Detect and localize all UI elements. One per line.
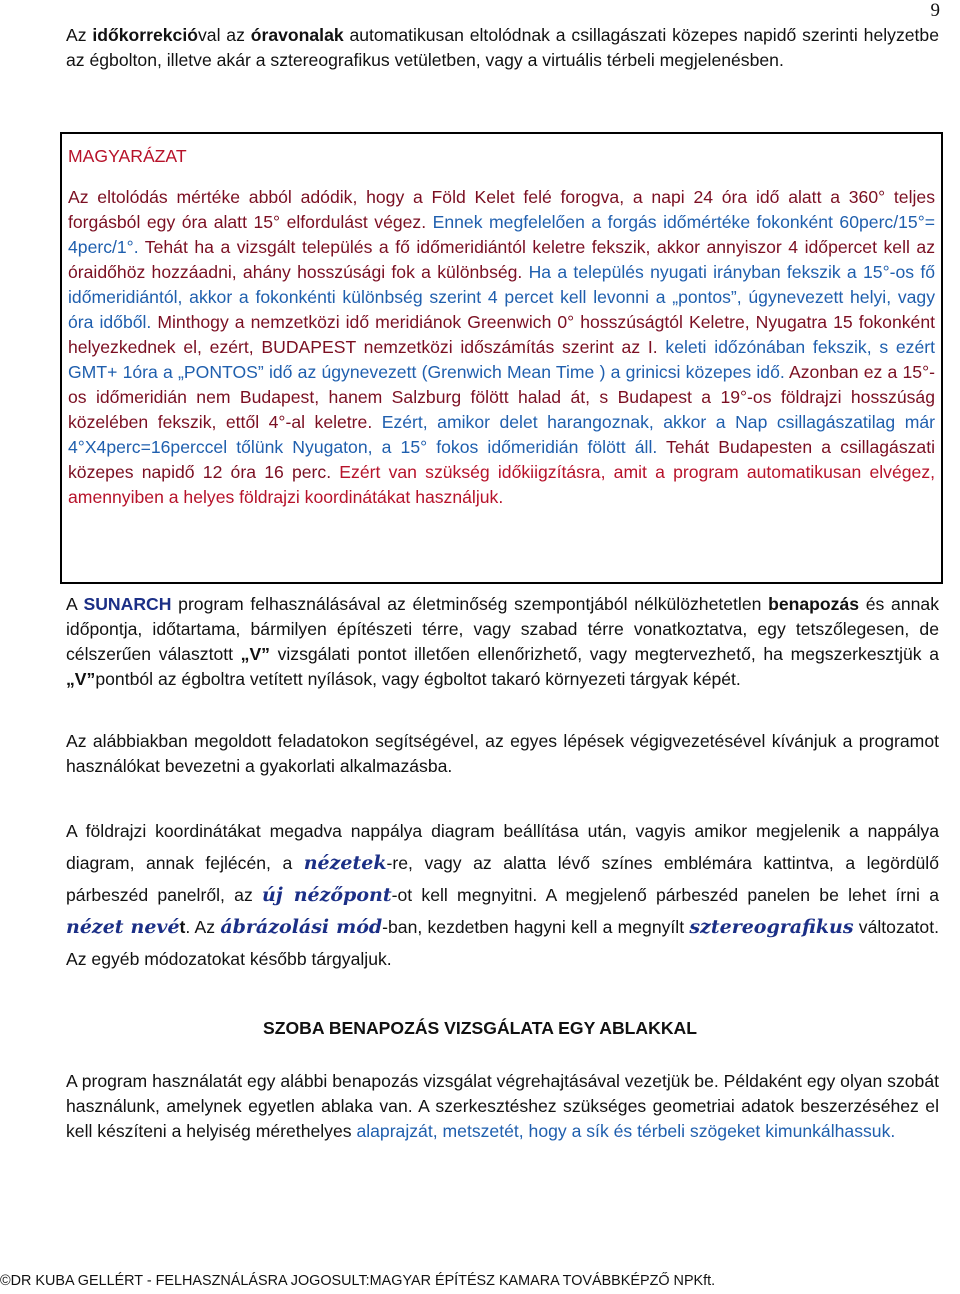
explanation-text: Az eltolódás mértéke abból adódik, hogy a Föld Kelet felé forogva, a napi 24 óra idő alatt a 360° teljes forgásból egy óra alatt 15° elfordulást végez. Ennek megfelelően a forgás időmértéke fokonként 60perc/15°= 4perc/1°. Tehát ha a vizsgált település a fő időmeridiántól keletre fekszik, akkor annyiszor 4 időpercet kell az óraidőhöz hozzáadni, ahány hosszúsági fok a különbség. Ha a település nyugati irányban fekszik a 15°-os fő időmeridiántól, akkor a fokonkénti különbség szerint 4 percet kell levonni a „pontos”, úgynevezett helyi, vagy óra időből. Minthogy a nemzetközi idő meridiánok Greenwich 0° hosszúságtól Keletre, Nyugatra 15 fokonként helyezkednek el, ezért, BUDAPEST nemzetközi időszámítás szerint az I. keleti időzónában fekszik, s ezért GMT+ 1óra a „PONTOS” idő az úgynevezett (Grenwich Mean Time ) a grinicsi közepes idő. Azonban ez a 15°-os időmeridián nem Budapest, hanem Salzburg fölött halad át, s Budapest a 19°-os földrajzi hosszúság közelében fekszik, ettől 4°-al keletre. Ezért, amikor delet harangoznak, akkor a Nap csillagászatilag már 4°X4perc=16perccel tőlünk Nyugaton, a 15° fokos időmeridián fölött áll. Tehát Budapesten a csillagászati közepes napidő 12 óra 16 perc. Ezért van szükség időkiigzításra, amit a program automatikusan elvégez, amennyiben a helyes földrajzi koordinátákat használjuk. [68, 187, 935, 507]
sunarch-paragraph: A SUNARCH program felhasználásával az életminőség szempontjából nélkülözhetetlen benapozás és annak időpontja, időtartama, bármilyen építészeti térre, vagy szabad térre vonatkoztatva, egy tetszőlegesen, de célszerűen választott „V” vizsgálati pontot illetően ellenőrizhető, vagy megtervezhető, ha megszerkesztjük a „V”pontból az égboltra vetített nyílások, vagy égboltot takaró környezeti tárgyak képét. [66, 594, 939, 689]
room-paragraph: A program használatát egy alábbi benapozás vizsgálat végrehajtásával vezetjük be. Példaként egy olyan szobát használunk, amelynek egyetlen ablaka van. A szerkesztéshez szükséges geometriai adatok beszerzéséhez el kell készíteni a helyiség mérethelyes alaprajzát, metszetét, hogy a sík és térbeli szögeket kimunkálhassuk. [66, 1071, 939, 1141]
explanation-box [60, 132, 943, 584]
tasks-paragraph: Az alábbiakban megoldott feladatokon segítségével, az egyes lépések végigvezetésével kívánjuk a programot használókat bevezetni a gyakorlati alkalmazásba. [66, 731, 939, 776]
explanation-title: MAGYARÁZAT [68, 146, 187, 166]
section-heading: SZOBA BENAPOZÁS VIZSGÁLATA EGY ABLAKKAL [263, 1018, 697, 1038]
coords-paragraph: A földrajzi koordinátákat megadva nappálya diagram beállítása után, vagyis amikor megjelenik a nappálya diagram, annak fejlécén, a nézetek-re, vagy az alatta lévő színes emblémára kattintva, a legördülő párbeszéd panelről, az új nézőpont-ot kell megnyitni. A megjelenő párbeszéd panelen be lehet írni a nézet nevét. Az ábrázolási mód-ban, kezdetben hagyni kell a megnyílt sztereografikus változatot. Az egyéb módozatokat később tárgyaljuk. [66, 821, 940, 969]
intro-paragraph: Az időkorrekcióval az óravonalak automatikusan eltolódnak a csillagászati közepes napidő szerinti helyzetbe az égbolton, illetve akár a sztereografikus vetületben, vagy a virtuális térbeli megjelenésben. [66, 25, 939, 70]
footer-copyright: ©DR KUBA GELLÉRT - FELHASZNÁLÁSRA JOGOSULT:MAGYAR ÉPÍTÉSZ KAMARA TOVÁBBKÉPZŐ NPKft. [0, 1273, 716, 1289]
page-number: 9 [930, 0, 940, 21]
